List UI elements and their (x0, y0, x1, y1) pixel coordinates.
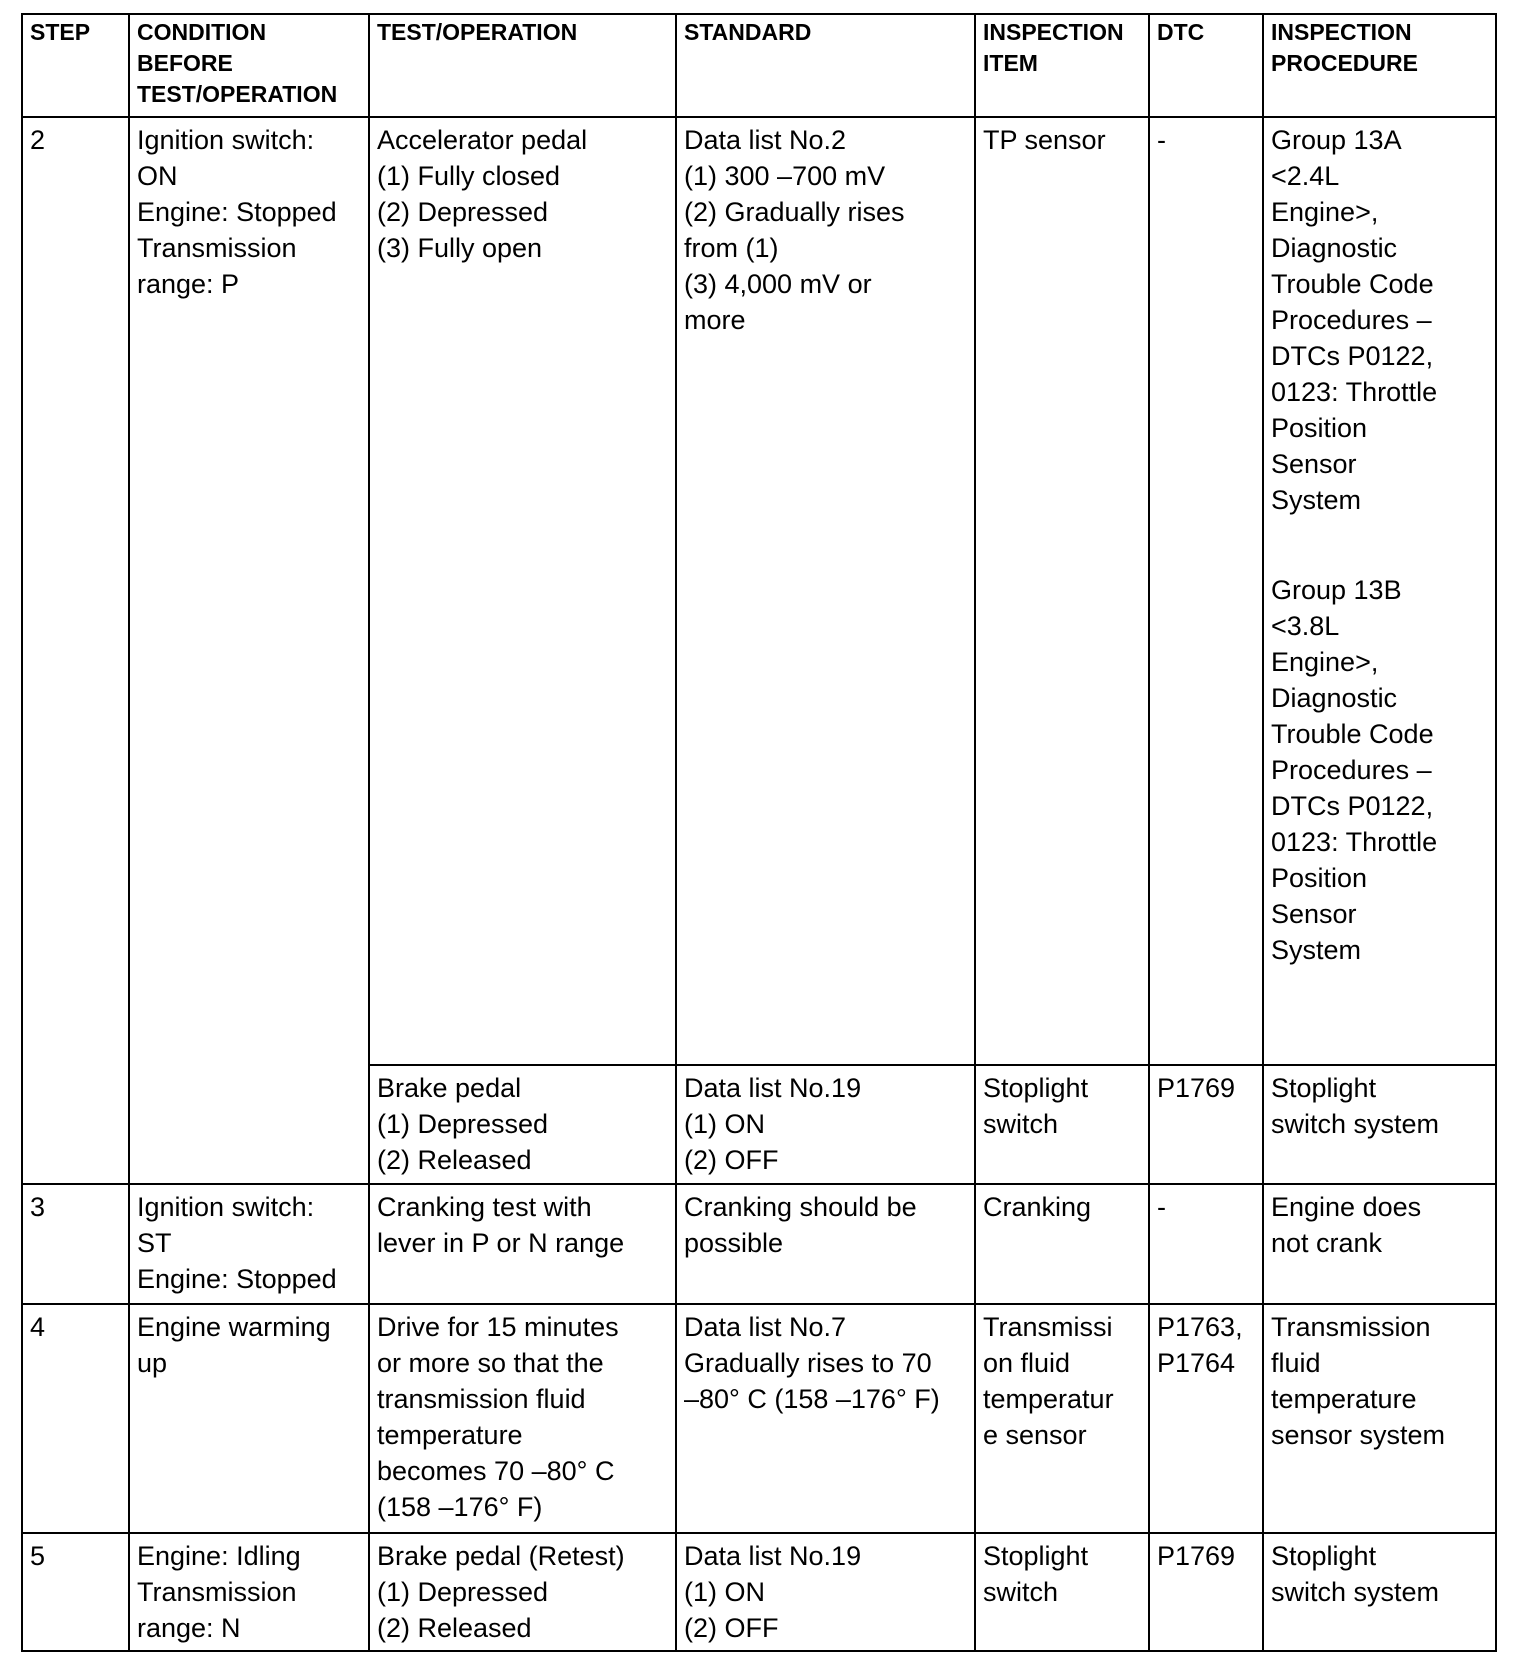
cell-step: 2 (22, 117, 129, 1184)
cell-inspection-item: Cranking (975, 1184, 1149, 1304)
cell-test-operation: Accelerator pedal (1) Fully closed (2) Depressed (3) Fully open (369, 117, 676, 1065)
cell-dtc: - (1149, 1184, 1263, 1304)
cell-standard: Data list No.19 (1) ON (2) OFF (676, 1065, 975, 1184)
header-row (22, 14, 1496, 117)
cell-standard: Data list No.19 (1) ON (2) OFF (676, 1533, 975, 1651)
cell-condition: Ignition switch: ON Engine: Stopped Transmission range: P (129, 117, 369, 1184)
cell-condition: Engine warming up (129, 1304, 369, 1533)
cell-test-operation: Cranking test with lever in P or N range (369, 1184, 676, 1304)
cell-inspection-item: Transmissi on fluid temperatur e sensor (975, 1304, 1149, 1533)
header-dtc: DTC (1149, 14, 1263, 117)
header-test-operation: TEST/OPERATION (369, 14, 676, 117)
procedure-spacer (1271, 518, 1487, 572)
cell-inspection-item: Stoplight switch (975, 1533, 1149, 1651)
cell-condition: Ignition switch: ST Engine: Stopped (129, 1184, 369, 1304)
table-row-step-3 (22, 1184, 1496, 1304)
table-row-step-4 (22, 1304, 1496, 1533)
header-standard: STANDARD (676, 14, 975, 117)
procedure-group-13b: Group 13B <3.8L Engine>, Diagnostic Trouble Code Procedures – DTCs P0122, 0123: Throttle Position Sensor System (1271, 575, 1438, 965)
cell-standard: Data list No.2 (1) 300 –700 mV (2) Gradually rises from (1) (3) 4,000 mV or more (676, 117, 975, 1065)
header-inspection-procedure: INSPECTION PROCEDURE (1263, 14, 1496, 117)
cell-step: 5 (22, 1533, 129, 1651)
cell-test-operation: Brake pedal (Retest) (1) Depressed (2) Released (369, 1533, 676, 1651)
header-step: STEP (22, 14, 129, 117)
inspection-table (21, 13, 1497, 1652)
cell-dtc: P1769 (1149, 1533, 1263, 1651)
cell-step: 3 (22, 1184, 129, 1304)
cell-inspection-procedure (1263, 117, 1496, 1065)
cell-inspection-procedure: Stoplight switch system (1263, 1533, 1496, 1651)
cell-inspection-procedure: Stoplight switch system (1263, 1065, 1496, 1184)
cell-inspection-item: TP sensor (975, 117, 1149, 1065)
header-inspection-item: INSPECTION ITEM (975, 14, 1149, 117)
cell-inspection-item: Stoplight switch (975, 1065, 1149, 1184)
cell-test-operation: Brake pedal (1) Depressed (2) Released (369, 1065, 676, 1184)
cell-step: 4 (22, 1304, 129, 1533)
header-condition: CONDITION BEFORE TEST/OPERATION (129, 14, 369, 117)
cell-standard: Cranking should be possible (676, 1184, 975, 1304)
cell-dtc: P1763, P1764 (1149, 1304, 1263, 1533)
cell-dtc: P1769 (1149, 1065, 1263, 1184)
cell-standard: Data list No.7 Gradually rises to 70 –80° C (158 –176° F) (676, 1304, 975, 1533)
procedure-group-13a: Group 13A <2.4L Engine>, Diagnostic Trouble Code Procedures – DTCs P0122, 0123: Throttle Position Sensor System (1271, 125, 1438, 515)
cell-inspection-procedure: Engine does not crank (1263, 1184, 1496, 1304)
cell-inspection-procedure: Transmission fluid temperature sensor system (1263, 1304, 1496, 1533)
table-row-step-5 (22, 1533, 1496, 1651)
cell-condition: Engine: Idling Transmission range: N (129, 1533, 369, 1651)
cell-dtc: - (1149, 117, 1263, 1065)
cell-test-operation: Drive for 15 minutes or more so that the transmission fluid temperature becomes 70 –80° C (158 –176° F) (369, 1304, 676, 1533)
table-row-step-2a (22, 117, 1496, 1065)
